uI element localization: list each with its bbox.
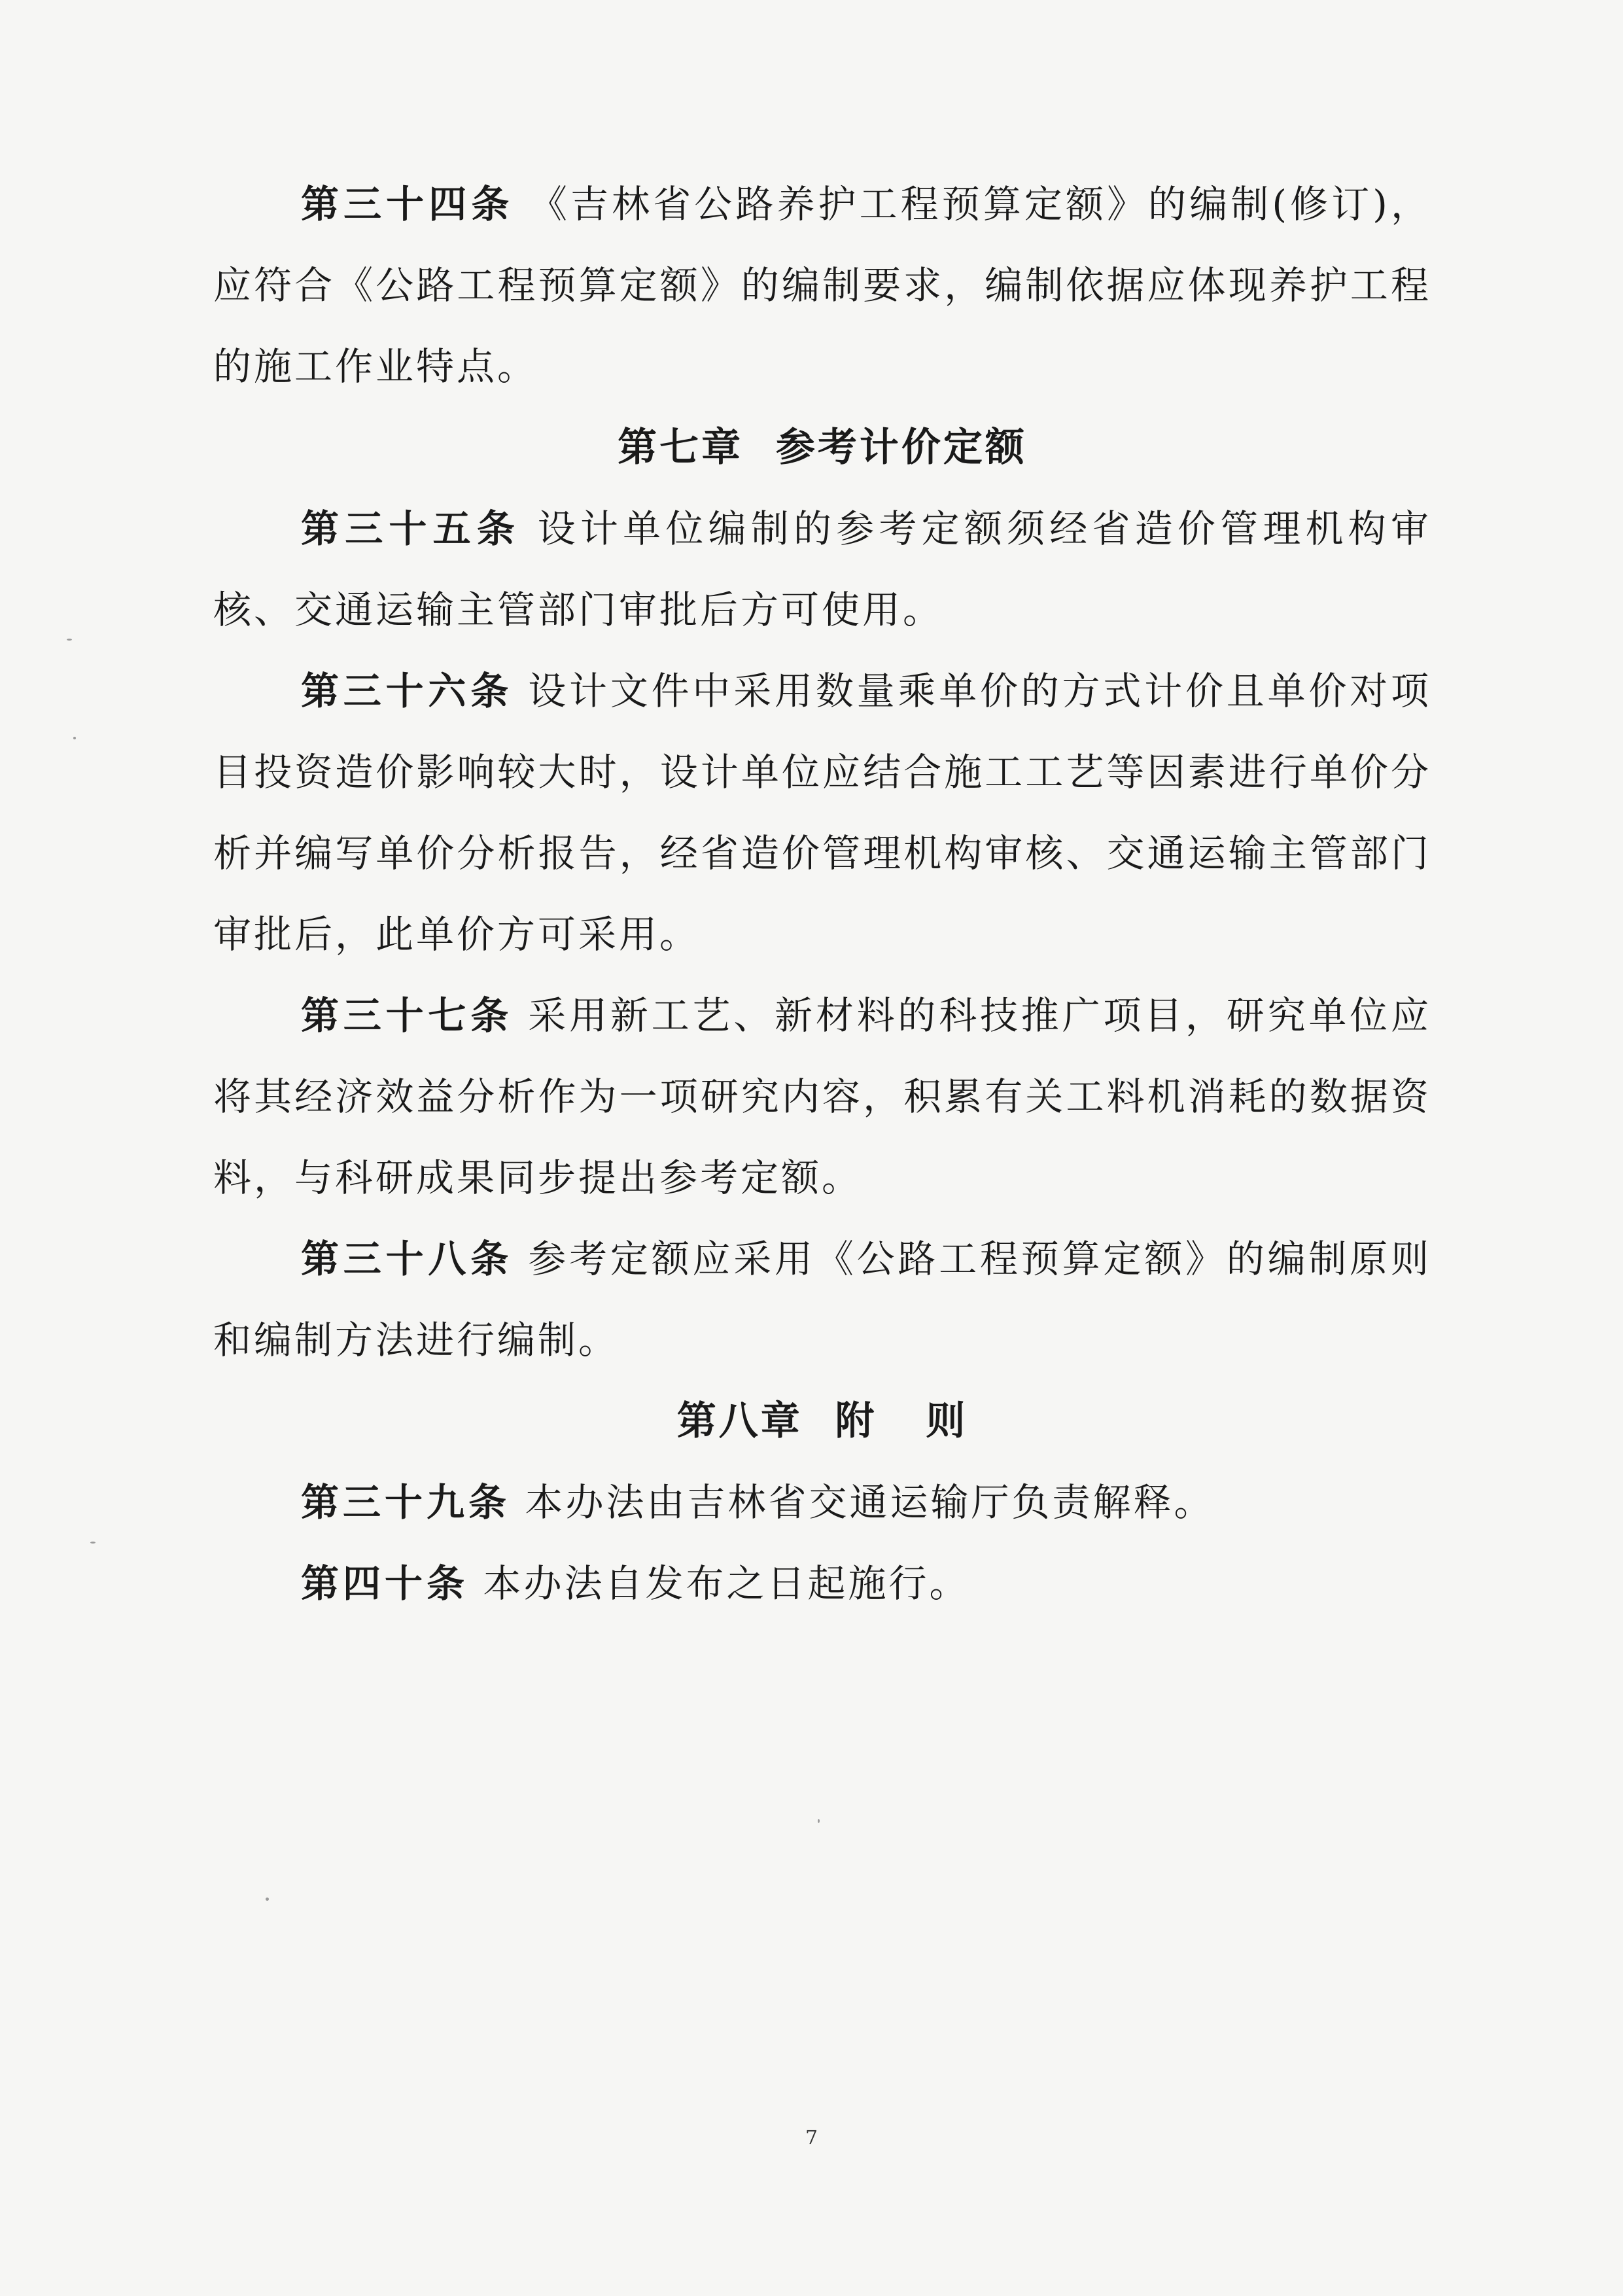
article-34 [213, 164, 1431, 407]
article-text: 设计单位编制的参考定额须经省造价管理机构审核、交通运输主管部门审批后方可使用。 [213, 506, 1431, 632]
article-label: 第三十五条 [301, 506, 521, 551]
article-text: 本办法自发布之日起施行。 [483, 1561, 970, 1606]
chapter-7-title: 第七章 参考计价定额 [618, 425, 1027, 470]
scan-speck [818, 1819, 820, 1823]
article-40 [213, 1543, 1431, 1624]
article-label: 第四十条 [301, 1561, 469, 1606]
page-content [213, 164, 1431, 1624]
article-38 [213, 1218, 1431, 1381]
article-37 [213, 975, 1431, 1218]
article-text: 参考定额应采用《公路工程预算定额》的编制原则和编制方法进行编制。 [213, 1237, 1431, 1362]
page-number: 7 [805, 2127, 818, 2149]
article-36 [213, 650, 1431, 975]
article-35 [213, 488, 1431, 650]
chapter-8-title: 第八章 附 则 [676, 1398, 968, 1444]
article-text: 《吉林省公路养护工程预算定额》的编制(修订)，应符合《公路工程预算定额》的编制要求，编制依据应体现养护工程的施工作业特点。 [213, 182, 1432, 389]
article-text: 本办法由吉林省交通运输厅负责解释。 [525, 1480, 1215, 1525]
article-label: 第三十九条 [301, 1480, 511, 1525]
scan-speck [73, 737, 76, 739]
article-label: 第三十四条 [301, 182, 514, 226]
article-39 [213, 1462, 1431, 1543]
article-label: 第三十六条 [301, 669, 513, 713]
article-text: 采用新工艺、新材料的科技推广项目，研究单位应将其经济效益分析作为一项研究内容，积累有关工料机消耗的数据资料，与科研成果同步提出参考定额。 [213, 993, 1431, 1200]
article-text: 设计文件中采用数量乘单价的方式计价且单价对项目投资造价影响较大时，设计单位应结合施工工艺等因素进行单价分析并编写单价分析报告，经省造价管理机构审核、交通运输主管部门审批后，此单价方可采用。 [213, 669, 1431, 957]
scan-speck [266, 1898, 269, 1901]
scan-speck [67, 639, 72, 641]
article-label: 第三十八条 [301, 1237, 513, 1281]
article-label: 第三十七条 [301, 993, 513, 1038]
scan-speck [90, 1542, 96, 1544]
